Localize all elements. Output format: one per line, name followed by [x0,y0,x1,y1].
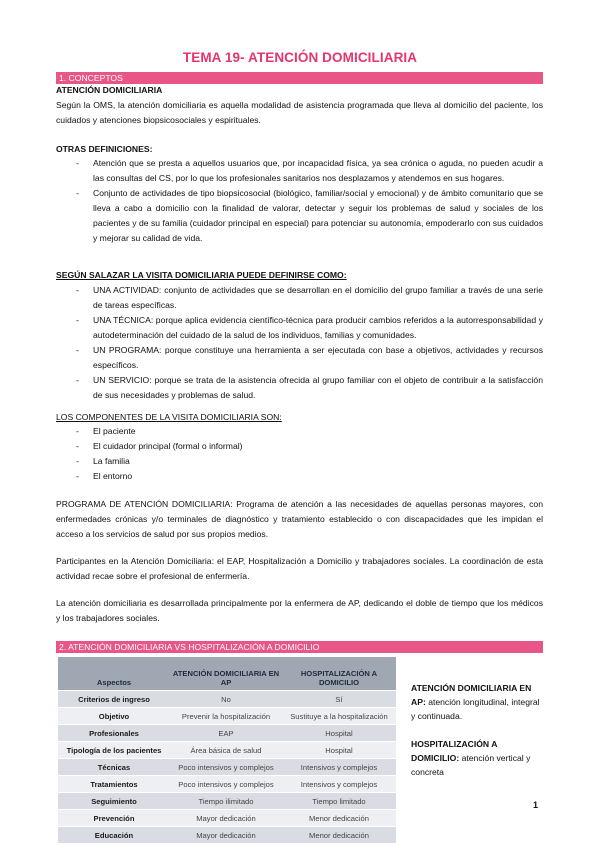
document-title: TEMA 19- ATENCIÓN DOMICILIARIA [182,50,418,65]
paragraph-enfermera: La atención domiciliaria es desarrollada principalmente por la enfermera de AP, dedicando el doble de tiempo que los médicos y los trabajadores sociales. [56,598,543,623]
table-row: Criterios de ingreso No Sí [58,691,396,708]
table-row: Prevención Mayor dedicación Menor dedicación [58,810,396,827]
header-hospitalizacion: HOSPITALIZACIÓN A DOMICILIO [282,657,396,691]
side-note-atencion-domiciliaria: ATENCIÓN DOMICILIARIA EN AP: atención longitudinal, integral y continuada. [411,683,540,721]
table-row: Profesionales EAP Hospital [58,725,396,742]
heading-atencion-domiciliaria: ATENCIÓN DOMICILIARIA [56,85,163,95]
list-item: - UN PROGRAMA: porque constituye una herramienta a ser ejecutada con base a objetivos, actividades y recursos específicos. [76,345,543,370]
paragraph-oms: Según la OMS, la atención domiciliaria es aquella modalidad de asistencia programada que lleva al domicilio del paciente, los cuidados y atenciones biopsicosociales y espirituales. [56,100,543,125]
list-item: - UNA TÉCNICA: porque aplica evidencia científico-técnica para producir cambios referidos a la autorresponsabilidad y autodeterminación del cuidado de la salud de los individuos, familias y comunidades. [76,315,543,340]
list-item: - El entorno [76,471,133,481]
list-item: - Atención que se presta a aquellos usuarios que, por incapacidad física, ya sea crónica o aguda, no pueden acudir a las consultas del CS, por lo que los profesionales sanitarios nos desplazamos y atendemos en sus hogares. [76,158,543,183]
list-item: - Conjunto de actividades de tipo biopsicosocial (biológico, familiar/social y emocional) y de ámbito comunitario que se lleva a cabo a domicilio con la finalidad de valorar, detectar y seguir los problemas de salud y sociales de los pacientes y de su familia (cuidador principal en especial) para potenciar su autonomía, empoderarlo con sus cuidados y mejorar su calidad de vida. [76,188,543,243]
list-item: - UN SERVICIO: porque se trata de la asistencia ofrecida al grupo familiar con el objeto de contribuir a la satisfacción de sus necesidades y problemas de salud. [76,375,543,400]
table-row: Técnicas Poco intensivos y complejos Intensivos y complejos [58,759,396,776]
paragraph-programa: PROGRAMA DE ATENCIÓN DOMICILIARIA: Programa de atención a las necesidades de aquellas personas mayores, con enfermedades crónicas y/o terminales de diagnóstico y tratamiento establecido o con discapacidades que les impidan el acceso a los servicios de salud por sus propios medios. [56,499,543,539]
table-row: Educación Mayor dedicación Menor dedicación [58,827,396,844]
header-atencion-domiciliaria: ATENCIÓN DOMICILIARIA EN AP [170,657,282,691]
section-band-conceptos: 1. CONCEPTOS [56,72,543,84]
table-row: Tipología de los pacientes Área básica de salud Hospital [58,742,396,759]
list-salazar [56,283,543,403]
table-row: Objetivo Prevenir la hospitalización Sustituye a la hospitalización [58,708,396,725]
list-componentes [56,424,543,484]
side-note-hospitalizacion: HOSPITALIZACIÓN A DOMICILIO: atención vertical y concreta [411,739,531,777]
page-number: 1 [533,800,539,810]
table-row: Seguimiento Tiempo ilimitado Tiempo limitado [58,793,396,810]
table-row: Tratamientos Poco intensivos y complejos Intensivos y complejos [58,776,396,793]
heading-salazar: SEGÚN SALAZAR LA VISITA DOMICILIARIA PUEDE DEFINIRSE COMO: [56,270,347,280]
section-band-comparativa: 2. ATENCIÓN DOMICILIARIA VS HOSPITALIZACIÓN A DOMICILIO [56,641,543,653]
list-item: - El cuidador principal (formal o informal) [76,441,243,451]
list-item: - La familia [76,456,130,466]
table-header-row [58,657,396,691]
header-aspectos: Aspectos [58,657,170,691]
list-otras-definiciones [56,156,543,246]
paragraph-participantes: Participantes en la Atención Domiciliaria: el EAP, Hospitalización a Domicilio y trabajadores sociales. La coordinación de esta actividad recae sobre el profesional de enfermería. [56,556,543,581]
list-item: - UNA ACTIVIDAD: conjunto de actividades que se desarrollan en el domicilio del grupo familiar a través de una serie de tareas específicas. [76,285,543,310]
list-item: - El paciente [76,426,136,436]
comparison-table [58,657,396,844]
heading-otras-definiciones: OTRAS DEFINICIONES: [56,144,153,154]
heading-componentes: LOS COMPONENTES DE LA VISITA DOMICILIARIA SON: [56,412,282,422]
